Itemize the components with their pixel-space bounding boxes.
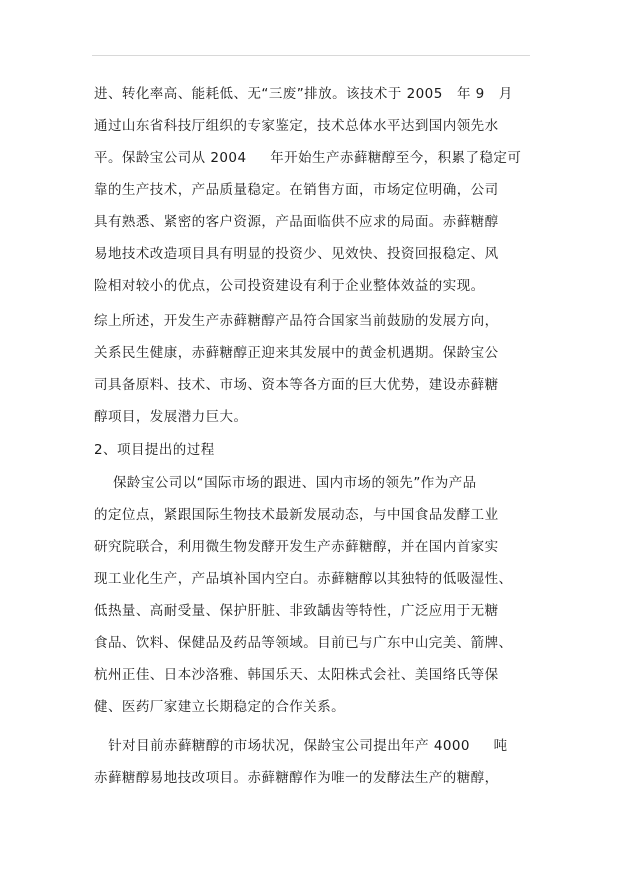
body-line-3: 平。保龄宝公司从 2004 年开始生产赤藓糖醇至今，积累了稳定可 — [94, 150, 522, 166]
body-line-18: 食品、饮料、保健品及药品等领域。目前已与广东中山完美、箭牌、 — [94, 635, 513, 651]
body-line-11: 醇项目，发展潜力巨大。 — [94, 409, 248, 425]
section-heading: 2、项目提出的过程 — [94, 442, 215, 458]
body-line-16: 现工业化生产，产品填补国内空白。赤藓糖醇以其独特的低吸湿性、 — [94, 571, 513, 587]
body-line-8: 综上所述，开发生产赤藓糖醇产品符合国家当前鼓励的发展方向， — [94, 313, 499, 329]
body-line-13: 保龄宝公司以“国际市场的跟进、国内市场的领先”作为产品 — [94, 475, 477, 491]
body-line-2: 通过山东省科技厅组织的专家鉴定，技术总体水平达到国内领先水 — [94, 118, 499, 134]
body-line-14: 的定位点，紧跟国际生物技术最新发展动态，与中国食品发酵工业 — [94, 507, 499, 523]
body-line-20: 健、医药厂家建立长期稳定的合作关系。 — [94, 699, 346, 715]
body-line-15: 研究院联合，利用微生物发酵开发生产赤藓糖醇，并在国内首家实 — [94, 539, 499, 555]
body-line-6: 易地技术改造项目具有明显的投资少、见效快、投资回报稳定、风 — [94, 246, 499, 262]
body-line-21: 针对目前赤藓糖醇的市场状况，保龄宝公司提出年产 4000 吨 — [94, 738, 508, 754]
body-line-7: 险相对较小的优点，公司投资建设有利于企业整体效益的实现。 — [94, 278, 485, 294]
body-line-10: 司具备原料、技术、市场、资本等各方面的巨大优势，建设赤藓糖 — [94, 377, 499, 393]
body-line-9: 关系民生健康，赤藓糖醇正迎来其发展中的黄金机遇期。保龄宝公 — [94, 345, 499, 361]
body-line-1: 进、转化率高、能耗低、无“三废”排放。该技术于 2005 年 9 月 — [94, 86, 513, 102]
body-line-17: 低热量、高耐受量、保护肝脏、非致龋齿等特性，广泛应用于无糖 — [94, 603, 499, 619]
body-line-19: 杭州正佳、日本沙洛雅、韩国乐天、太阳株式会社、美国络氏等保 — [94, 667, 499, 683]
page-header-rule — [92, 55, 530, 56]
body-line-22: 赤藓糖醇易地技改项目。赤藓糖醇作为唯一的发酵法生产的糖醇， — [94, 770, 499, 786]
body-line-4: 靠的生产技术，产品质量稳定。在销售方面，市场定位明确，公司 — [94, 182, 499, 198]
body-line-5: 具有熟悉、紧密的客户资源，产品面临供不应求的局面。赤藓糖醇 — [94, 214, 499, 230]
